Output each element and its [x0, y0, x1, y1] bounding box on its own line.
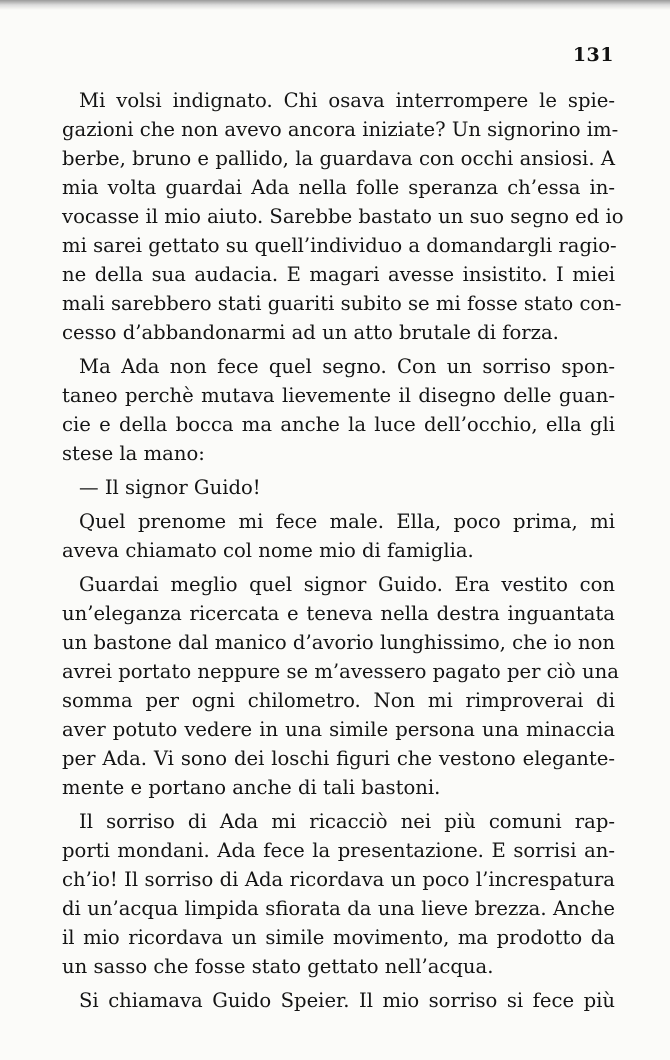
text-line: avrei portato neppure se m’avessero pagato per ciò una — [62, 660, 619, 683]
text-line: mi sarei gettato su quell’individuo a domandargli ragio- — [62, 234, 617, 257]
page-body-text — [62, 86, 624, 1020]
page-number: 131 — [572, 44, 614, 66]
text-line: il mio ricordava un simile movimento, ma prodotto da — [62, 926, 615, 949]
paragraph — [62, 86, 624, 347]
text-line: cesso d’abbandonarmi ad un atto brutale di forza. — [62, 321, 559, 344]
text-line: ne della sua audacia. E magari avesse insistito. I miei — [62, 263, 615, 286]
text-line: — Il signor Guido! — [79, 476, 261, 499]
text-line: di un’acqua limpida sfiorata da una lieve brezza. Anche — [62, 897, 615, 920]
paragraph — [62, 507, 615, 565]
text-line: Si chiamava Guido Speier. Il mio sorriso si fece più — [79, 989, 615, 1012]
text-line: Guardai meglio quel signor Guido. Era vestito con — [79, 573, 615, 596]
text-line: Quel prenome mi fece male. Ella, poco prima, mi — [79, 510, 615, 533]
text-line: per Ada. Vi sono dei loschi figuri che vestono elegante- — [62, 747, 615, 770]
paragraph — [62, 352, 615, 468]
scan-edge-shadow — [0, 0, 670, 10]
text-line: vocasse il mio aiuto. Sarebbe bastato un suo segno ed io — [62, 205, 624, 228]
text-line: Ma Ada non fece quel segno. Con un sorriso spon- — [79, 355, 615, 378]
text-line: aver potuto vedere in una simile persona una minaccia — [62, 718, 615, 741]
text-line: mia volta guardai Ada nella folle speranza ch’essa in- — [62, 176, 615, 199]
text-line: gazioni che non avevo ancora iniziate? Un signorino im- — [62, 118, 619, 141]
text-line: mali sarebbero stati guariti subito se mi fosse stato con- — [62, 292, 622, 315]
paragraph — [62, 807, 615, 981]
text-line: stese la mano: — [62, 442, 205, 465]
text-line: aveva chiamato col nome mio di famiglia. — [62, 539, 474, 562]
text-line: un bastone dal manico d’avorio lunghissimo, che io non — [62, 631, 615, 654]
text-line: Mi volsi indignato. Chi osava interrompere le spie- — [79, 89, 615, 112]
paragraph — [62, 473, 615, 502]
text-line: un’eleganza ricercata e teneva nella destra inguantata — [62, 602, 615, 625]
text-line: mente e portano anche di tali bastoni. — [62, 776, 441, 799]
text-line: somma per ogni chilometro. Non mi rimproverai di — [62, 689, 615, 712]
paragraph — [62, 986, 615, 1015]
text-line: ch’io! Il sorriso di Ada ricordava un poco l’increspatura — [62, 868, 615, 891]
text-line: cie e della bocca ma anche la luce dell’occhio, ella gli — [62, 413, 615, 436]
paragraph — [62, 570, 619, 802]
text-line: Il sorriso di Ada mi ricacciò nei più comuni rap- — [79, 810, 615, 833]
text-line: taneo perchè mutava lievemente il disegno delle guan- — [62, 384, 615, 407]
text-line: porti mondani. Ada fece la presentazione. E sorrisi an- — [62, 839, 615, 862]
text-line: berbe, bruno e pallido, la guardava con occhi ansiosi. A — [62, 147, 615, 170]
text-line: un sasso che fosse stato gettato nell’acqua. — [62, 955, 494, 978]
